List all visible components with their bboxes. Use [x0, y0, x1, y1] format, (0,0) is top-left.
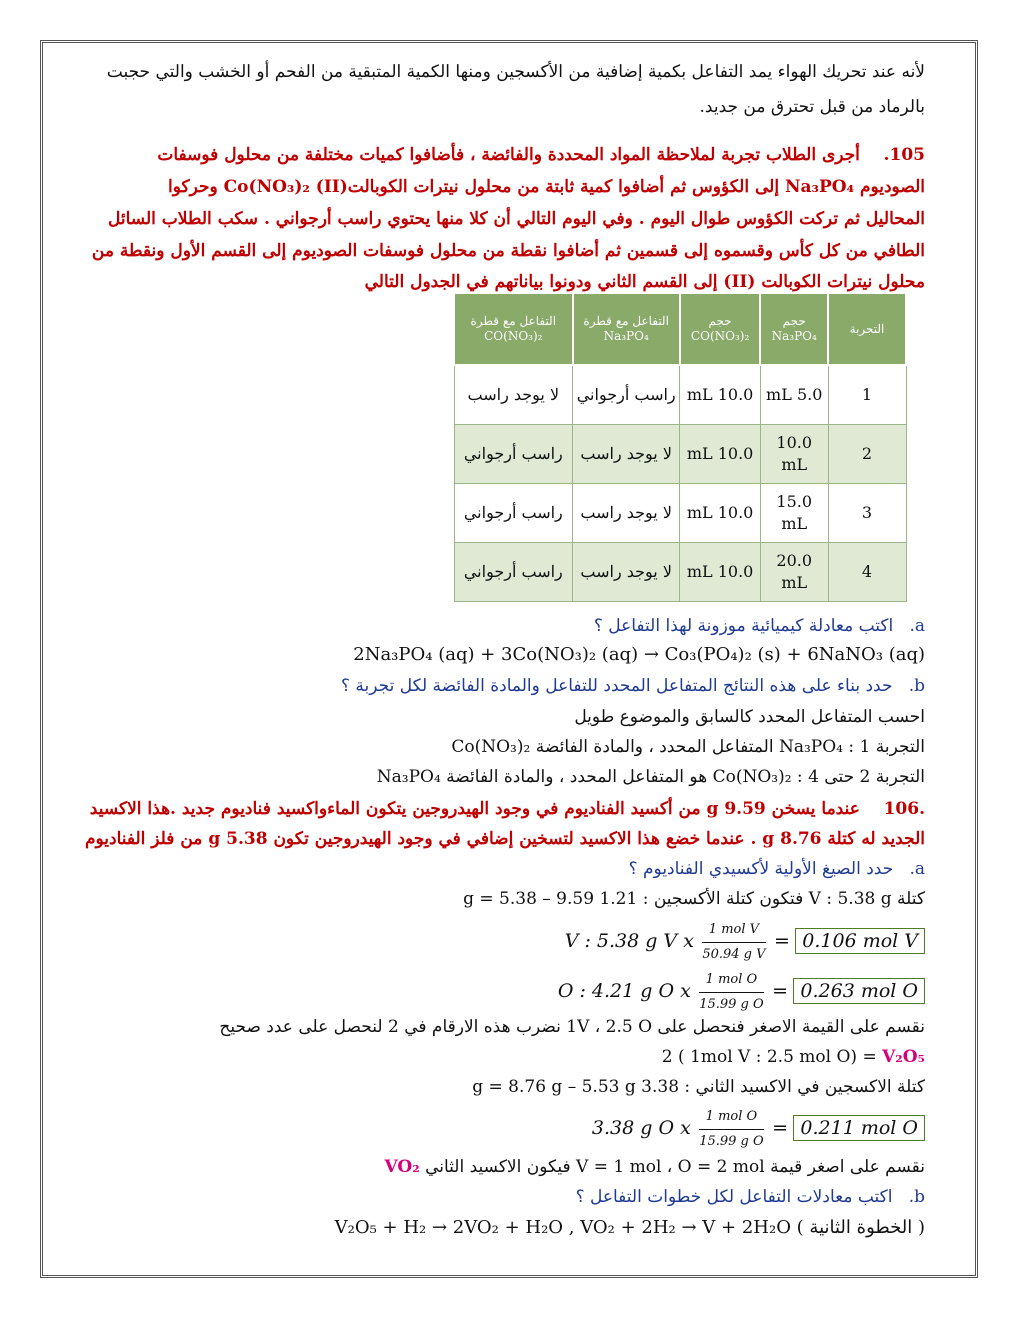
cell-reaction-na3po4: لا يوجد راسب [573, 425, 680, 484]
q105-a-equation: 2Na₃PO₄ (aq) + 3Co(NO₃)₂ (aq) → Co₃(PO₄)₂ (s) + 6NaNO₃ (aq) [353, 644, 925, 665]
table-row [454, 484, 906, 543]
q105-b-answer-3: التجربة 2 حتى 4 : Co(NO₃)₂ هو المتفاعل المحدد ، والمادة الفائضة Na₃PO₄ [376, 767, 925, 787]
cell-experiment: 3 [828, 484, 906, 543]
cell-cono3: 10.0 mL [680, 484, 761, 543]
fraction-o: $\frac{\text{1 mol O}}{\text{15.99 g O}}$ [699, 968, 763, 1017]
cell-reaction-cono3: راسب أرجواني [454, 543, 573, 602]
q106-line-2: الجديد له كتلة 8.76 g . عندما خضع هذا الاكسيد لتسخين إضافي في وجود الهيدروجين تكون 5.38 g من فلز الفناديوم [84, 829, 925, 849]
q105-line-3: المحاليل ثم تركت الكؤوس طوال اليوم . وفي اليوم التالي أن كلا منها يحتوي راسب أرجواني . سكب الطلاب السائل [108, 209, 925, 229]
cell-experiment: 4 [828, 543, 906, 602]
calc-o2-row: 3.38 g O x $\frac{\text{1 mol O}}{\text{15.99 g O}}$ = 0.211 mol O [592, 1105, 925, 1154]
q105-line-4: الطافي من كل كأس وقسموه إلى قسمين ثم أضافوا نقطة من محلول فوسفات الصوديوم إلى القسم الأول ونقطة من [91, 241, 925, 261]
header-reaction-na3po4: التفاعل مع قطرة Na₃PO₄ [573, 293, 680, 365]
cell-reaction-cono3: راسب أرجواني [454, 425, 573, 484]
calc-o-row: O : 4.21 g O x $\frac{\text{1 mol O}}{\text{15.99 g O}}$ = 0.263 mol O [558, 968, 925, 1017]
q106-number: .106 [883, 799, 925, 819]
result-box-o: 0.263 mol O [793, 978, 925, 1004]
q105-b-question: b. حدد بناء على هذه النتائج المتفاعل المحدد للتفاعل والمادة الفائضة لكل تجربة ؟ [340, 676, 925, 696]
q105-b-answer-1: احسب المتفاعل المحدد كالسابق والموضوع طويل [574, 707, 925, 727]
q106-o-mass-line: كتلة الاكسجين في الاكسيد الثاني : 3.38 g = 8.76 g – 5.53 g [472, 1077, 925, 1097]
formula-v2o5: V₂O₅ [882, 1047, 925, 1067]
experiment-table [453, 292, 907, 602]
fraction-o2: $\frac{\text{1 mol O}}{\text{15.99 g O}}$ [699, 1105, 763, 1154]
q106-mass-line: كتلة V : 5.38 g فتكون كتلة الأكسجين : 1.21 g = 5.38 – 9.59 [463, 889, 925, 909]
header-cono3-volume: حجم CO(NO₃)₂ [680, 293, 761, 365]
cell-cono3: 10.0 mL [680, 425, 761, 484]
table-row [454, 365, 906, 425]
q105-line-2: الصوديوم Na₃PO₄ إلى الكؤوس ثم أضافوا كمية ثابتة من محلول نيترات الكوبالت(II) Co(NO₃)₂ وحركوا [168, 177, 925, 197]
cell-experiment: 2 [828, 425, 906, 484]
cell-na3po4: 5.0 mL [760, 365, 828, 425]
cell-reaction-cono3: راسب أرجواني [454, 484, 573, 543]
header-na3po4-volume: حجم Na₃PO₄ [760, 293, 828, 365]
calc-v-row: V : 5.38 g V x $\frac{\text{1 mol V}}{\text{50.94 g V}}$ = 0.106 mol V [565, 918, 925, 967]
formula-vo2: VO₂ [384, 1157, 420, 1177]
q105-number: 105. [883, 145, 925, 165]
fraction-v: $\frac{\text{1 mol V}}{\text{50.94 g V}}$ [702, 918, 765, 967]
q106-line-1: .106 عندما يسخن 9.59 g من أكسيد الفناديوم في وجود الهيدروجين يتكون الماءواكسيد فناديوم جديد .هذا الاكسيد [89, 799, 925, 819]
q106-b-question: b. اكتب معادلات التفاعل لكل خطوات التفاعل ؟ [575, 1187, 925, 1207]
q106-divide-line: نقسم على القيمة الاصغر فنحصل على 1V ، 2.5 O نضرب هذه الارقام في 2 لنحصل على عدد صحيح [219, 1017, 925, 1037]
result-box-v: 0.106 mol V [795, 928, 925, 954]
q106-a-question: a. حدد الصيغ الأولية لأكسيدي الفناديوم ؟ [628, 859, 925, 879]
intro-text [66, 60, 925, 84]
table-row [454, 425, 906, 484]
header-reaction-cono3: التفاعل مع قطرة CO(NO₃)₂ [454, 293, 573, 365]
cell-experiment: 1 [828, 365, 906, 425]
intro-line-2: بالرماد من قبل تحترق من جديد. [699, 97, 925, 117]
table-header-row [454, 293, 906, 365]
cell-reaction-na3po4: لا يوجد راسب [573, 484, 680, 543]
q106-ratio-line: 2 ( 1mol V : 2.5 mol O) = V₂O₅ [661, 1047, 925, 1067]
table-row [454, 543, 906, 602]
cell-reaction-na3po4: راسب أرجواني [573, 365, 680, 425]
q106-b-equation: V₂O₅ + H₂ → 2VO₂ + H₂O , VO₂ + 2H₂ → V + 2H₂O ( الخطوة الثانية ) [334, 1217, 925, 1238]
q106-second-line: نقسم على اصغر قيمة V = 1 mol ، O = 2 mol فيكون الاكسيد الثاني VO₂ [384, 1157, 925, 1177]
cell-na3po4: 15.0 mL [760, 484, 828, 543]
intro-line-1: لأنه عند تحريك الهواء يمد التفاعل بكمية إضافية من الأكسجين ومنها الكمية المتبقية من الفحم أو الخشب والتي حجبت [106, 62, 925, 82]
cell-na3po4: 20.0 mL [760, 543, 828, 602]
result-box-o2: 0.211 mol O [793, 1115, 925, 1141]
q105-line-5: محلول نيترات الكوبالت (II) إلى القسم الثاني ودونوا بياناتهم في الجدول التالي [364, 272, 925, 292]
q105-a-question: a. اكتب معادلة كيميائية موزونة لهذا التفاعل ؟ [593, 616, 925, 636]
header-experiment: التجربة [828, 293, 906, 365]
cell-reaction-na3po4: لا يوجد راسب [573, 543, 680, 602]
q105-line-1: 105. أجرى الطلاب تجربة لملاحظة المواد المحددة والفائضة ، فأضافوا كميات مختلفة من محلول فوسفات [157, 145, 925, 165]
cell-cono3: 10.0 mL [680, 365, 761, 425]
cell-na3po4: 10.0 mL [760, 425, 828, 484]
cell-cono3: 10.0 mL [680, 543, 761, 602]
cell-reaction-cono3: لا يوجد راسب [454, 365, 573, 425]
q105-b-answer-2: التجربة 1 : Na₃PO₄ المتفاعل المحدد ، والمادة الفائضة Co(NO₃)₂ [451, 737, 925, 757]
